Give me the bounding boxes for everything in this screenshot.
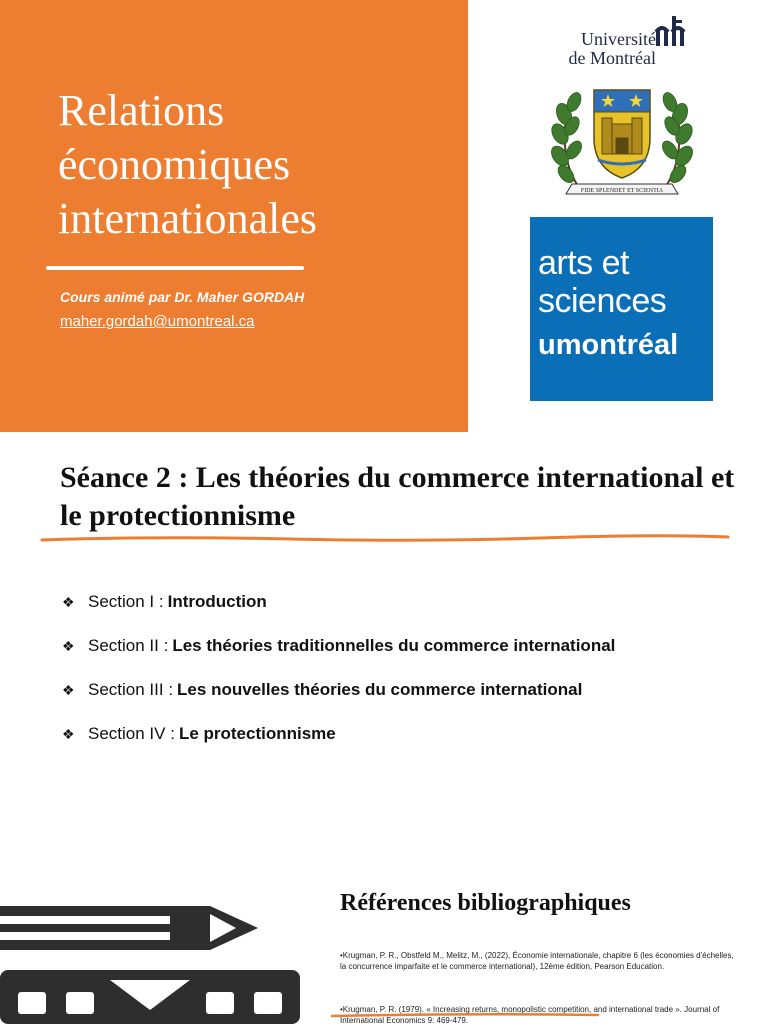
arts-line2: sciences (538, 282, 667, 320)
arts-line3: umontréal (538, 329, 679, 361)
arts-sciences-logo (530, 217, 713, 401)
list-item (62, 680, 615, 724)
crest-motto: FIDE SPLENDET ET SCIENTIA (580, 188, 664, 194)
udem-logo (556, 16, 696, 72)
section-title: Les nouvelles théories du commerce international (177, 680, 583, 699)
udem-wordmark (569, 30, 656, 68)
references-title: Références bibliographiques (340, 890, 631, 916)
instructor-line: Cours animé par Dr. Maher GORDAH (60, 289, 305, 305)
instructor-email-link[interactable]: maher.gordah@umontreal.ca (60, 313, 255, 330)
reference-item: •Krugman, P. R., Obstfeld M., Melitz, M., (2022), Économie internationale, chapitre 6 (les économies d'échelles, la concurrence imparfaite et le commerce international), 12ème édition, Pearson Education. (340, 951, 734, 971)
sections-list (62, 592, 615, 768)
pencil-illustration-icon (0, 880, 300, 1024)
section-label: Section III : (88, 680, 174, 699)
section-label: Section IV : (88, 724, 175, 743)
session-underline (40, 532, 730, 546)
section-title: Le protectionnisme (178, 724, 336, 743)
section-label: Section I : (88, 592, 164, 611)
section-title: Les théories traditionnelles du commerce international (172, 636, 616, 655)
diamond-bullet-icon: ❖ (62, 594, 75, 610)
list-item (62, 636, 615, 680)
arts-line1: arts et (538, 244, 629, 282)
title-panel (0, 0, 468, 432)
reference-item: •Krugman, P. R. (1979). « Increasing returns, monopolistic competition, and international trade ». Journal of International Economics 9: 469-479. (340, 1005, 720, 1025)
reference-highlight-underline (330, 1012, 600, 1018)
udem-line2: de Montréal (568, 48, 656, 68)
diamond-bullet-icon: ❖ (62, 638, 75, 654)
udem-mark-icon (652, 16, 692, 48)
section-title: Introduction (167, 592, 267, 611)
title-divider (46, 266, 304, 270)
university-crest-icon (548, 76, 696, 204)
diamond-bullet-icon: ❖ (62, 726, 75, 742)
list-item (62, 592, 615, 636)
session-title: Séance 2 : Les théories du commerce international et le protectionnisme (60, 461, 735, 532)
section-label: Section II : (88, 636, 169, 655)
udem-line1: Université (581, 29, 656, 49)
course-title: Relations économiques internationales (58, 86, 318, 243)
diamond-bullet-icon: ❖ (62, 682, 75, 698)
list-item (62, 724, 615, 768)
